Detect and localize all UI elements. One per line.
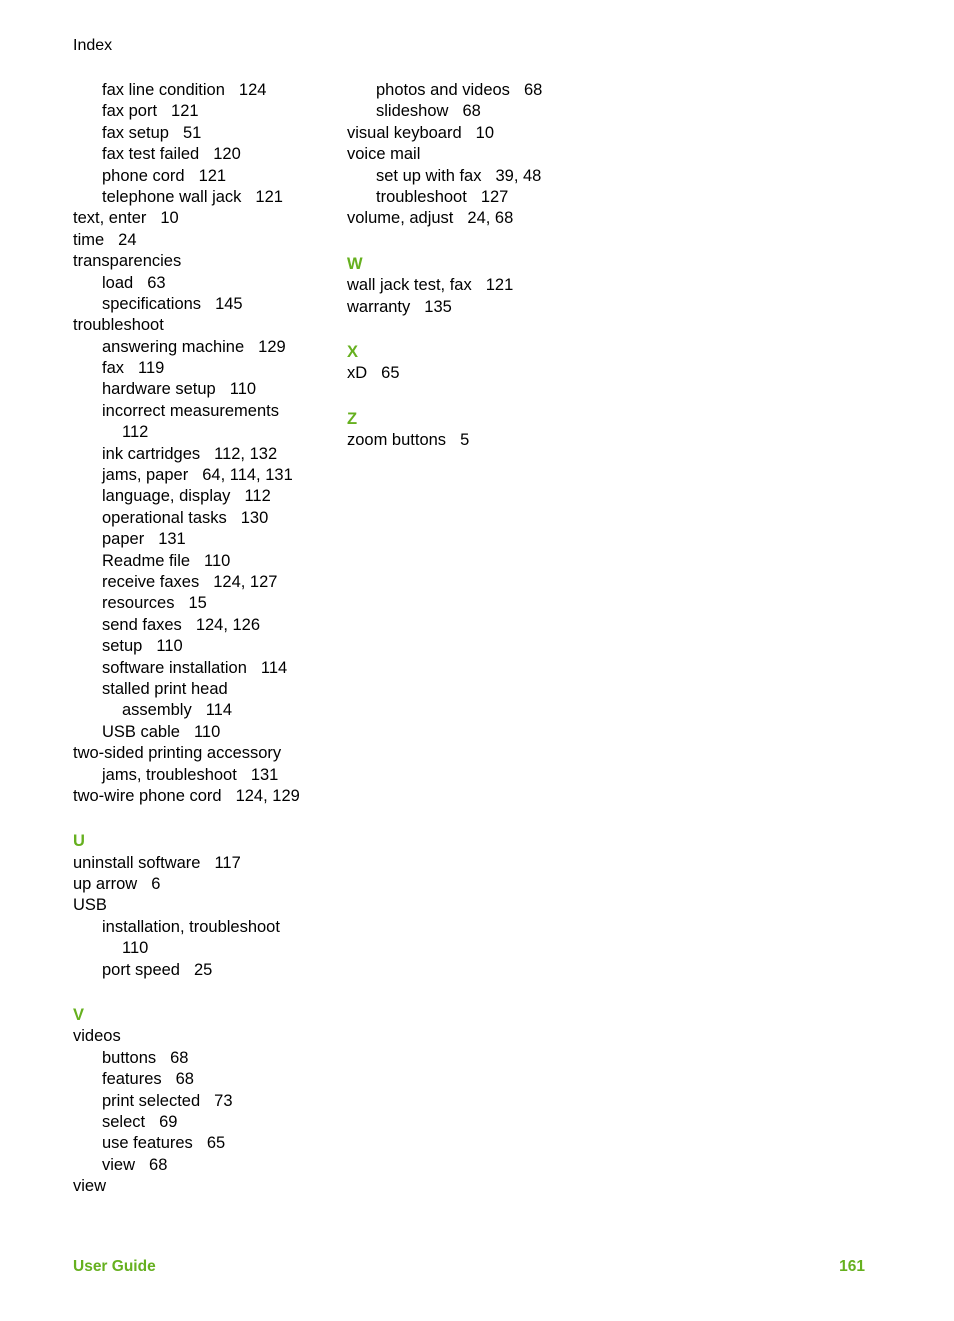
index-page-ref[interactable]: 68 <box>523 81 543 99</box>
index-page-ref[interactable]: 68 <box>175 1070 194 1089</box>
index-term: two-wire phone cord <box>73 786 222 805</box>
index-entry <box>347 187 607 208</box>
index-term: time <box>73 230 105 249</box>
index-page-ref[interactable]: 112 <box>244 487 271 506</box>
index-page-ref[interactable]: 120 <box>213 145 241 164</box>
index-page-ref[interactable]: 64, 114, 131 <box>202 466 293 485</box>
index-term: features <box>102 1070 162 1089</box>
index-entry <box>347 363 607 384</box>
index-entry <box>347 144 607 165</box>
index-term: set up with fax <box>376 166 482 185</box>
index-term: view <box>102 1155 136 1174</box>
running-header: Index <box>73 37 113 54</box>
index-page-ref[interactable]: 68 <box>170 1048 189 1067</box>
index-entry <box>73 658 333 679</box>
index-term: transparencies <box>73 252 182 271</box>
index-term: fax test failed <box>102 145 200 164</box>
index-page-ref[interactable]: 119 <box>138 359 165 378</box>
index-entry <box>73 465 333 486</box>
index-entry <box>347 430 607 451</box>
index-entry <box>73 230 333 251</box>
footer-page-number: 161 <box>839 1258 865 1275</box>
index-term: xD <box>347 364 368 383</box>
index-term: two-sided printing accessory <box>73 744 282 763</box>
index-page-ref[interactable]: 15 <box>188 594 207 613</box>
index-term: setup <box>102 637 143 656</box>
index-entry <box>73 938 333 959</box>
index-entry <box>347 80 607 101</box>
index-term: voice mail <box>347 145 421 164</box>
index-letter-heading: Z <box>347 409 358 428</box>
index-page-ref[interactable]: 5 <box>460 431 470 450</box>
index-term: fax setup <box>102 123 169 142</box>
index-term: troubleshoot <box>73 316 164 335</box>
index-page-ref[interactable]: 114 <box>260 658 288 677</box>
index-page-ref[interactable]: 110 <box>122 939 149 958</box>
index-page-ref[interactable]: 10 <box>160 209 179 228</box>
index-term: paper <box>102 530 145 549</box>
index-entry <box>347 123 607 144</box>
index-term: videos <box>73 1027 121 1046</box>
index-term: view <box>73 1177 107 1196</box>
index-entry <box>73 615 333 636</box>
index-page-ref[interactable]: 24 <box>118 230 137 249</box>
index-entry <box>73 294 333 315</box>
index-entry <box>73 551 333 572</box>
index-page-ref[interactable]: 135 <box>424 297 452 316</box>
index-page-ref[interactable]: 112, 132 <box>214 444 278 463</box>
index-entry <box>73 1069 333 1090</box>
index-entry <box>73 895 333 916</box>
index-column-right <box>347 80 607 451</box>
index-entry <box>73 444 333 465</box>
index-entry <box>73 572 333 593</box>
index-term: installation, troubleshoot <box>102 917 280 936</box>
index-page-ref[interactable]: 121 <box>255 187 283 206</box>
index-entry <box>73 337 333 358</box>
index-page-ref[interactable]: 124, 129 <box>235 786 300 805</box>
index-entry <box>347 101 607 122</box>
index-term: up arrow <box>73 875 138 894</box>
index-entry <box>73 1026 333 1047</box>
index-term: assembly <box>122 701 192 720</box>
index-term: select <box>102 1112 146 1131</box>
index-term: wall jack test, fax <box>347 276 472 295</box>
index-entry <box>73 917 333 938</box>
index-entry <box>73 593 333 614</box>
index-page-ref[interactable]: 51 <box>182 123 202 142</box>
index-entry <box>347 275 607 296</box>
index-entry <box>73 722 333 743</box>
index-entry <box>73 422 333 443</box>
index-term: slideshow <box>376 102 449 121</box>
index-page-ref[interactable]: 127 <box>480 187 509 206</box>
index-entry <box>73 874 333 895</box>
index-entry <box>73 1112 333 1133</box>
index-page-ref[interactable]: 69 <box>159 1112 178 1131</box>
index-term: hardware setup <box>102 380 216 399</box>
index-term: jams, paper <box>102 466 189 485</box>
index-entry <box>73 251 333 272</box>
index-term: fax port <box>102 102 158 121</box>
index-term: print selected <box>102 1091 201 1110</box>
index-term: volume, adjust <box>347 209 454 228</box>
index-entry <box>73 700 333 721</box>
index-entry <box>73 786 333 807</box>
index-entry <box>73 743 333 764</box>
index-entry <box>73 80 333 101</box>
index-page-ref[interactable]: 110 <box>156 637 183 656</box>
index-page-ref[interactable]: 117 <box>214 853 241 872</box>
index-entry <box>73 636 333 657</box>
index-page-ref[interactable]: 129 <box>258 337 286 356</box>
index-page-ref[interactable]: 25 <box>193 960 213 979</box>
index-entry <box>73 486 333 507</box>
index-term: load <box>102 273 134 292</box>
index-term: incorrect measurements <box>102 401 279 420</box>
index-entry <box>73 1048 333 1069</box>
index-column-left <box>73 80 333 1198</box>
index-term: operational tasks <box>102 508 227 527</box>
index-term: uninstall software <box>73 853 201 872</box>
index-page-ref[interactable]: 124, 127 <box>213 572 278 591</box>
index-entry <box>73 508 333 529</box>
index-letter-heading: W <box>347 254 363 273</box>
index-entry <box>73 358 333 379</box>
index-entry <box>73 379 333 400</box>
index-entry <box>73 1155 333 1176</box>
index-term: buttons <box>102 1048 157 1067</box>
index-page-ref[interactable]: 110 <box>204 551 231 570</box>
index-term: zoom buttons <box>347 431 447 450</box>
index-entry <box>73 401 333 422</box>
index-page-ref[interactable]: 110 <box>229 380 257 399</box>
index-page-ref[interactable]: 110 <box>193 722 221 741</box>
index-term: USB cable <box>102 722 180 741</box>
index-letter-heading: U <box>73 832 85 851</box>
index-term: resources <box>102 594 175 613</box>
index-page-ref[interactable]: 145 <box>215 294 243 313</box>
index-term: use features <box>102 1134 193 1153</box>
index-term: software installation <box>102 658 247 677</box>
index-page-ref[interactable]: 73 <box>214 1091 233 1110</box>
footer-guide-title: User Guide <box>73 1258 156 1275</box>
index-page-ref[interactable]: 6 <box>151 875 161 894</box>
index-term: troubleshoot <box>376 187 467 206</box>
index-entry <box>73 1176 333 1197</box>
index-entry <box>73 208 333 229</box>
index-term: ink cartridges <box>102 444 201 463</box>
index-term: fax <box>102 359 125 378</box>
index-entry <box>73 144 333 165</box>
index-term: port speed <box>102 960 180 979</box>
index-page-ref[interactable]: 65 <box>381 364 400 383</box>
index-page-ref[interactable]: 112 <box>122 423 149 442</box>
index-page-ref[interactable]: 114 <box>205 701 233 720</box>
index-page-ref[interactable]: 121 <box>171 102 199 121</box>
index-term: visual keyboard <box>347 123 462 142</box>
index-page-ref[interactable]: 68 <box>462 102 481 121</box>
index-term: text, enter <box>73 209 147 228</box>
index-page-ref[interactable]: 63 <box>147 273 166 292</box>
index-page-ref[interactable]: 39, 48 <box>495 166 542 185</box>
index-term: photos and videos <box>376 81 510 99</box>
index-entry <box>73 679 333 700</box>
index-letter-heading: X <box>347 342 359 361</box>
index-page-ref[interactable]: 131 <box>250 765 279 784</box>
index-term: USB <box>73 896 107 915</box>
index-entry <box>73 315 333 336</box>
index-entry <box>73 187 333 208</box>
index-term: telephone wall jack <box>102 187 242 206</box>
index-entry <box>73 765 333 786</box>
index-page-ref[interactable]: 24, 68 <box>467 209 514 228</box>
index-page-ref[interactable]: 65 <box>206 1134 226 1153</box>
index-entry <box>73 960 333 981</box>
index-term: specifications <box>102 294 202 313</box>
index-page-ref[interactable]: 124 <box>238 81 267 99</box>
index-entry <box>73 1091 333 1112</box>
index-entry <box>73 123 333 144</box>
index-entry <box>347 297 607 318</box>
index-page-ref[interactable]: 121 <box>198 166 227 185</box>
index-term: Readme file <box>102 551 191 570</box>
index-page-ref[interactable]: 130 <box>240 508 269 527</box>
index-term: jams, troubleshoot <box>102 765 237 784</box>
index-page-ref[interactable]: 124, 126 <box>195 615 261 634</box>
index-entry <box>347 166 607 187</box>
index-entry <box>347 208 607 229</box>
index-page-ref[interactable]: 121 <box>485 276 514 295</box>
index-term: language, display <box>102 487 231 506</box>
index-entry <box>73 853 333 874</box>
index-term: receive faxes <box>102 572 200 591</box>
index-entry <box>73 1133 333 1154</box>
index-page-ref[interactable]: 68 <box>149 1155 168 1174</box>
index-page-ref[interactable]: 10 <box>475 123 495 142</box>
index-entry <box>73 166 333 187</box>
index-entry <box>73 101 333 122</box>
index-entry <box>73 273 333 294</box>
index-entry <box>73 529 333 550</box>
index-term: send faxes <box>102 615 182 634</box>
index-page-ref[interactable]: 131 <box>158 530 186 549</box>
index-term: stalled print head <box>102 679 228 698</box>
index-letter-heading: V <box>73 1006 85 1025</box>
index-term: warranty <box>347 297 411 316</box>
index-term: phone cord <box>102 166 185 185</box>
index-term: answering machine <box>102 337 245 356</box>
index-term: fax line condition <box>102 81 225 99</box>
